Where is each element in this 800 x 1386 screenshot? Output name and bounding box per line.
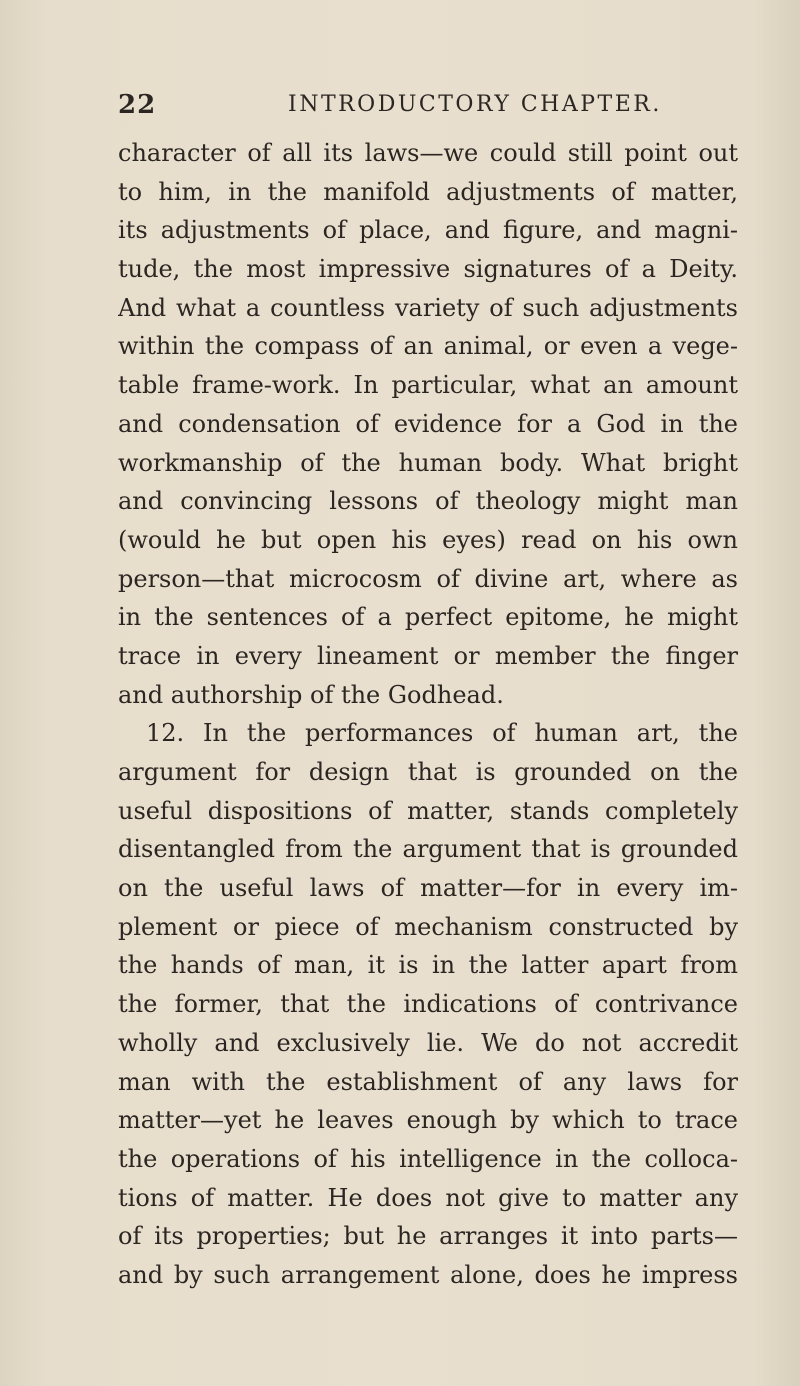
text-line: person—that microcosm of divine art, where as xyxy=(118,564,738,593)
text-line: character of all its laws—we could still point out xyxy=(118,139,738,167)
text-line: wholly and exclusively lie. We do not accredit xyxy=(118,1028,738,1057)
text-line: the operations of his intelligence in the colloca- xyxy=(118,1144,738,1173)
text-line: tude, the most impressive signatures of a Deity. xyxy=(118,255,738,284)
text-line: table frame-work. In particular, what an amount xyxy=(118,371,738,400)
text-line: tions of matter. He does not give to matter any xyxy=(118,1183,738,1212)
text-line: (would he but open his eyes) read on his own xyxy=(118,525,738,554)
text-line: the former, that the indications of contrivance xyxy=(118,990,738,1019)
text-line: and by such arrangement alone, does he impress xyxy=(118,1260,738,1289)
text-line: matter—yet he leaves enough by which to trace xyxy=(118,1106,738,1135)
body-text xyxy=(118,134,738,1295)
text-line: to him, in the manifold adjustments of matter, xyxy=(118,177,738,206)
text-line: within the compass of an animal, or even a vege- xyxy=(118,332,738,361)
page-number: 22 xyxy=(118,90,157,120)
text-line: And what a countless variety of such adjustments xyxy=(118,293,738,322)
paragraph-end-line: and authorship of the Godhead. xyxy=(118,680,504,709)
text-line: on the useful laws of matter—for in every im- xyxy=(118,874,738,903)
text-line: the hands of man, it is in the latter apart from xyxy=(118,951,738,980)
text-line: trace in every lineament or member the finger xyxy=(118,641,738,670)
text-line: in the sentences of a perfect epitome, he might xyxy=(118,603,738,632)
text-line: workmanship of the human body. What bright xyxy=(118,448,738,477)
text-line: of its properties; but he arranges it into parts— xyxy=(118,1222,738,1251)
page-header xyxy=(118,90,738,126)
text-line: man with the establishment of any laws for xyxy=(118,1067,738,1096)
text-line: plement or piece of mechanism constructed by xyxy=(118,912,738,941)
running-head: INTRODUCTORY CHAPTER. xyxy=(288,92,662,117)
text-line: and convincing lessons of theology might man xyxy=(118,487,738,516)
text-line: argument for design that is grounded on the xyxy=(118,758,738,786)
text-line: its adjustments of place, and figure, and magni- xyxy=(118,216,738,245)
text-line: and condensation of evidence for a God in the xyxy=(118,409,738,438)
paragraph-start-line: 12. In the performances of human art, the xyxy=(146,719,738,748)
text-line: useful dispositions of matter, stands completely xyxy=(118,796,738,825)
text-line: disentangled from the argument that is grounded xyxy=(118,835,738,864)
